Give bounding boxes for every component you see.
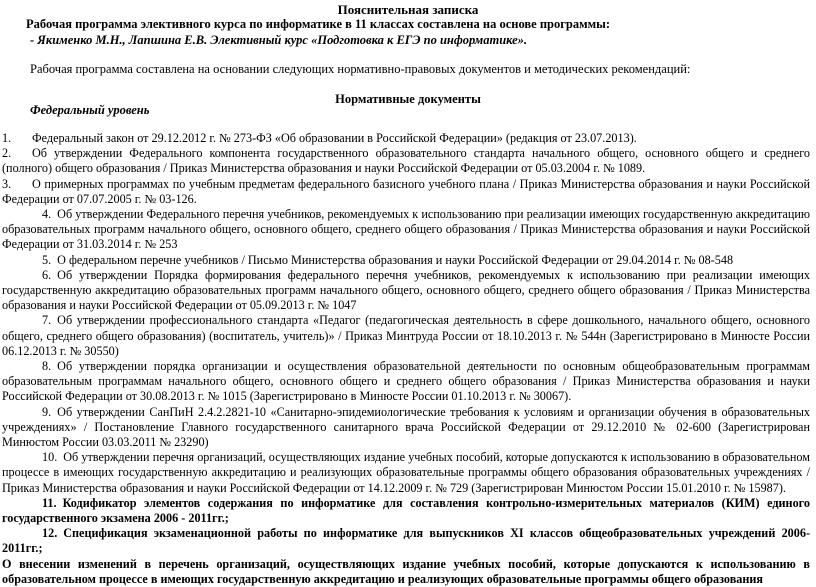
item-number: 2. xyxy=(2,146,12,161)
list-item xyxy=(2,131,810,146)
documents-list xyxy=(2,131,810,587)
list-item xyxy=(2,268,810,314)
list-item xyxy=(2,177,810,207)
tail-paragraph: О внесении изменений в перечень организаций, осуществляющих издание учебных пособий, которые допускаются к использованию в образовательном процессе в имеющих государственную аккредитацию и реализующих образовательные программы общего образования xyxy=(2,556,810,586)
item-number: 3. xyxy=(2,176,12,191)
item-text: Об утверждении перечня организаций, осуществляющих издание учебных пособий, которые допускаются к использованию в образовательном процессе в имеющих государственную аккредитацию и реализующих образовательные программы общего образования образовательных учреждениях / Приказ Министерства образования и науки Российской Федерации от 14.12.2009 г. № 729 (Зарегистрирован Минюстом России 15.01.2010 г. № 15987). xyxy=(2,450,810,495)
item-text: Кодификатор элементов содержания по информатике для составления контрольно-измерительных материалов (КИМ) единого государственного экзамена 2006 - 2011гг.; xyxy=(2,495,810,526)
item-number: 5. xyxy=(42,252,52,267)
item-text: Об утверждении Федерального компонента государственного образовательного стандарта начального общего, основного общего и среднего (полного) общего образования / Приказ Министерства образования и науки Российской Федерации от 05.03.2004 г. № 1089. xyxy=(2,146,810,176)
item-text: Об утверждении профессионального стандарта «Педагог (педагогическая деятельность в сфере дошкольного, начального общего, основного общего, среднего общего образования) (воспитатель, учитель)» / Приказ Минтруда России от 18.10.2013 г. № 544н (Зарегистрировано в Минюсте России 06.12.2013 г. № 30550) xyxy=(2,313,810,358)
item-number: 1. xyxy=(2,131,12,145)
item-text: Об утверждении порядка организации и осуществления образовательной деятельности по основным общеобразовательным программам образовательным программам начального общего, основного общего и среднего общего образования / Приказ Министерства образования и науки Российской Федерации от 30.08.2013 г. № 1015 (Зарегистрировано в Минюсте России 01.10.2013 г. № 30067). xyxy=(2,359,810,404)
section-heading: Нормативные документы xyxy=(335,92,481,106)
item-text: О федеральном перечне учебников / Письмо Министерства образования и науки Российской Федерации от 29.04.2014 г. № 08-548 xyxy=(57,252,734,267)
program-basis-line: Рабочая программа элективного курса по информатике в 11 классах составлена на основе программы: xyxy=(26,17,611,31)
list-item xyxy=(2,313,810,359)
list-item xyxy=(2,526,810,556)
item-number: 11. xyxy=(42,495,57,510)
program-source-line: - Якименко М.Н., Лапшина Е.В. Элективный курс «Подготовка к ЕГЭ по информатике». xyxy=(30,33,528,47)
list-item xyxy=(2,496,810,526)
list-item xyxy=(2,450,810,496)
list-item xyxy=(2,253,810,268)
item-text: Федеральный закон от 29.12.2012 г. № 273-ФЗ «Об образовании в Российской Федерации» (редакция от 23.07.2013). xyxy=(32,131,637,145)
list-item xyxy=(2,405,810,451)
list-item xyxy=(2,207,810,253)
level-heading: Федеральный уровень xyxy=(30,103,150,117)
item-number: 10. xyxy=(42,450,58,465)
document-title: Пояснительная записка xyxy=(337,2,479,17)
item-number: 8. xyxy=(42,359,52,374)
item-text: О примерных программах по учебным предметам федерального базисного учебного плана / Приказ Министерства образования и науки Российской Федерации от 07.07.2005 г. № 03-126. xyxy=(2,176,810,206)
item-text: Об утверждении Порядка формирования федерального перечня учебников, рекомендуемых к использованию при реализации имеющих государственную аккредитацию образовательных программ начального общего, основного общего, среднего общего образования / Приказ Министерства образования и науки Российской Федерации от 05.09.2013 г. № 1047 xyxy=(2,267,810,313)
item-text: Об утверждении СанПиН 2.4.2.2821-10 «Санитарно-эпидемиологические требования к условиям и организации обучения в образовательных учреждениях» / Постановление Главного государственного санитарного врача Российской Федерации от 29.12.2010 № 02-600 (Зарегистрирован Минюстом России 03.03.2011 № 23290) xyxy=(2,404,810,450)
item-number: 12. xyxy=(42,526,58,541)
item-number: 9. xyxy=(42,404,52,419)
item-number: 6. xyxy=(42,267,52,282)
list-item xyxy=(2,359,810,405)
item-number: 7. xyxy=(42,313,52,328)
item-text: Спецификация экзаменационной работы по информатике для выпускников XI классов общеобразовательных учреждений 2006-2011гг.; xyxy=(2,526,810,556)
intro-paragraph: Рабочая программа составлена на основании следующих нормативно-правовых документов и методических рекомендаций: xyxy=(30,62,691,76)
list-item xyxy=(2,146,810,176)
item-text: Об утверждении Федерального перечня учебников, рекомендуемых к использованию при реализации имеющих государственную аккредитацию образовательных программ начального общего, основного общего, среднего общего образования / Приказ Министерства образования и науки Российской Федерации от 31.03.2014 г. № 253 xyxy=(2,207,810,252)
item-number: 4. xyxy=(42,207,52,222)
